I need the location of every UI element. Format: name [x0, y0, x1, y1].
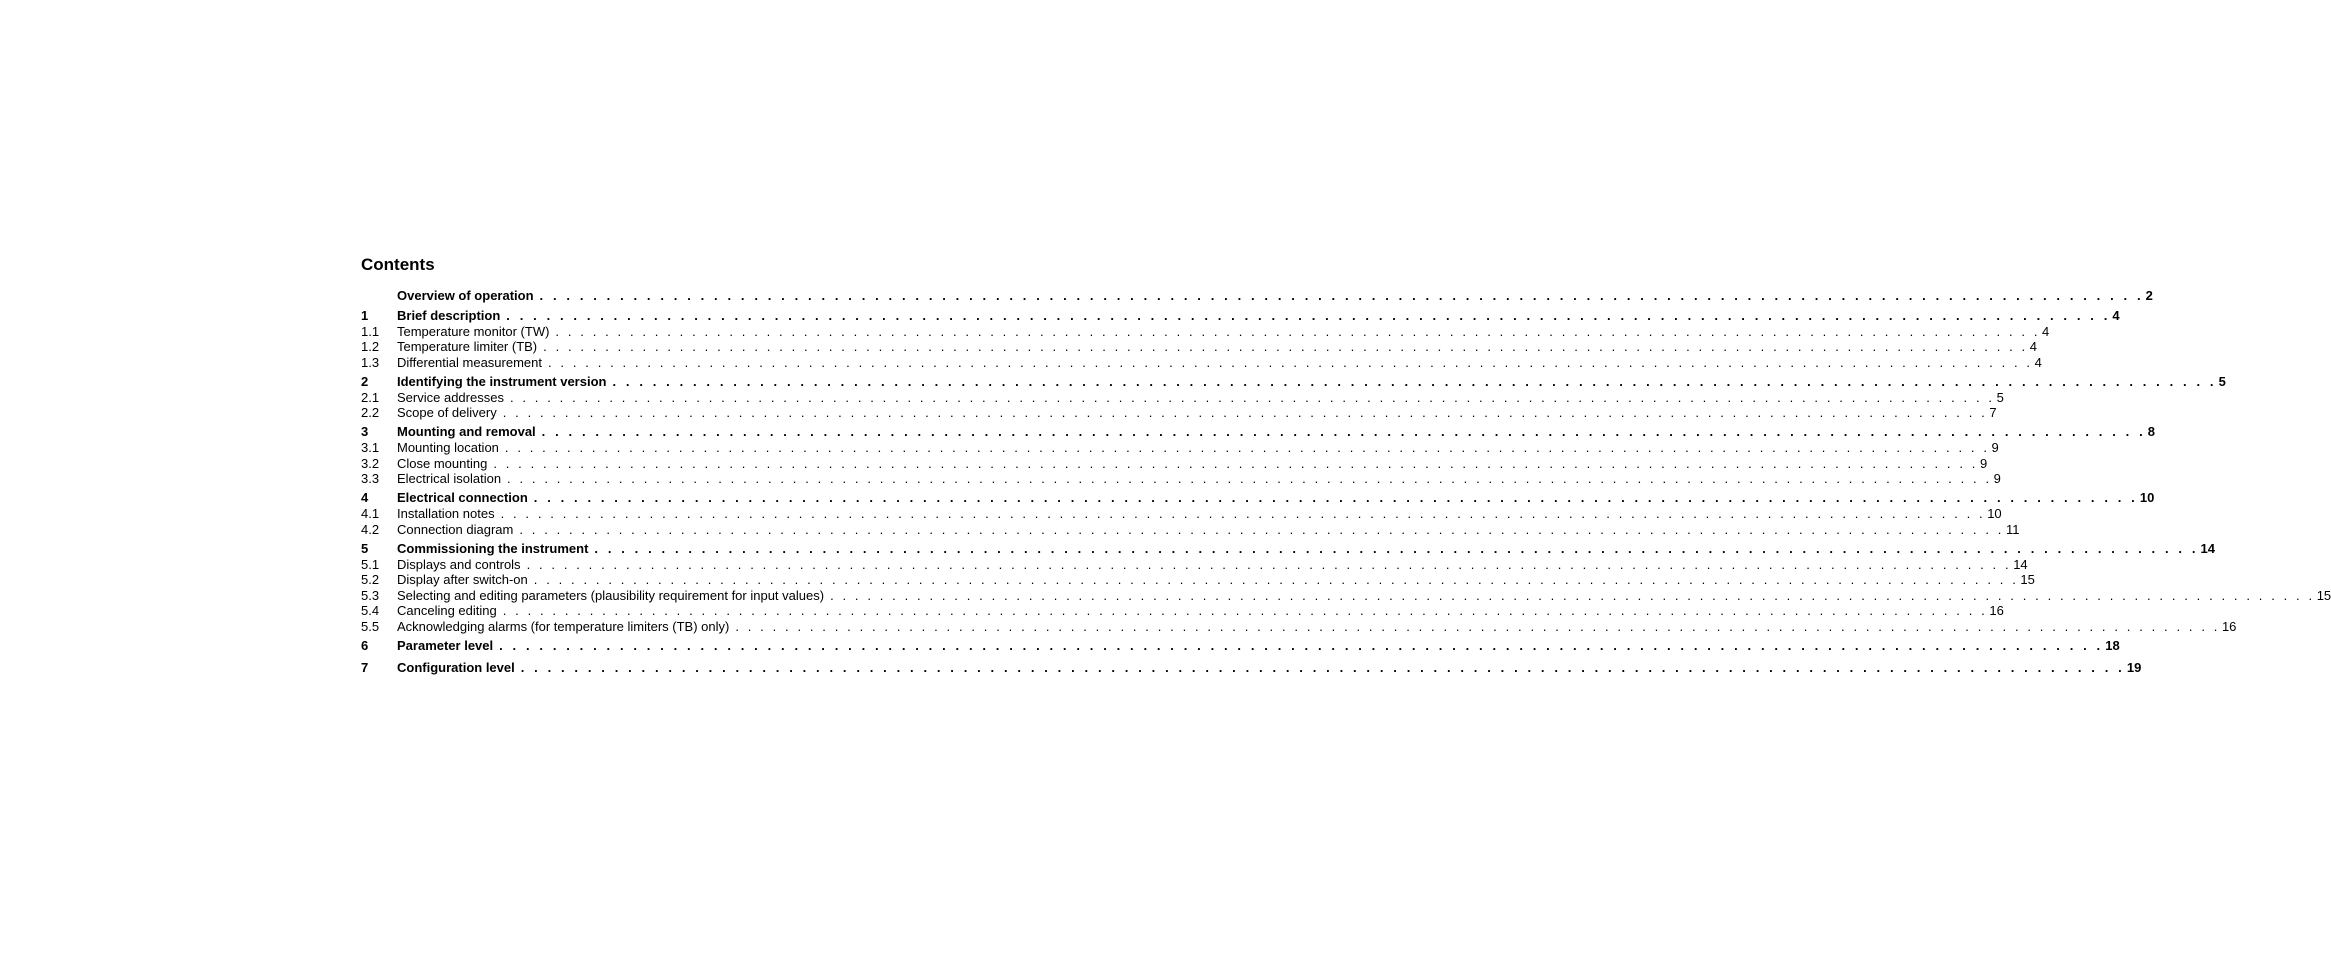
toc-entry[interactable] [361, 490, 2155, 506]
toc-entry-page[interactable]: 4 [2112, 307, 2120, 323]
toc-entry[interactable] [361, 389, 2004, 406]
toc-entry-number: 2.2 [361, 405, 380, 420]
dot-leader: . . . . . . . . . . . . . . . . . . . . . . . . . . . . . . . . . . . . . . . . . . . . . . . . . . . . . . . . . . . . . . . . . . . . . . . . . . . . . . . . . . . . . . . . . . . . . . . . . . . . . . . . . . . . . . . . . . . . . . . . [520, 659, 2125, 675]
toc-list [361, 288, 2331, 676]
toc-entry[interactable] [361, 424, 2156, 440]
toc-entry[interactable] [361, 405, 1997, 421]
dot-leader: . . . . . . . . . . . . . . . . . . . . . . . . . . . . . . . . . . . . . . . . . . . . . . . . . . . . . . . . . . . . . . . . . . . . . . . . . . . . . . . . . . . . . . . . . . . . . . . . . . . . . . . . . . . . . . . . . . . . . . . . [541, 424, 2146, 439]
toc-entry-number: 5.3 [361, 587, 380, 603]
toc-entry-number: 6 [361, 637, 369, 653]
toc-entry[interactable] [361, 659, 2142, 676]
toc-entry-number: 5.1 [361, 556, 380, 572]
toc-entry-number: 4.1 [361, 506, 380, 521]
toc-entry[interactable] [361, 587, 2331, 604]
toc-entry-label[interactable]: Commissioning the instrument [397, 540, 589, 556]
toc-entry[interactable] [361, 307, 2120, 324]
dot-leader: . . . . . . . . . . . . . . . . . . . . . . . . . . . . . . . . . . . . . . . . . . . . . . . . . . . . . . . . . . . . . . . . . . . . . . . . . . . . . . . . . . . . . . . . . . . . . . . . . . . . . . . . . . . . . . . . . . . . . . . . [507, 471, 1992, 486]
toc-entry-page[interactable]: 16 [1989, 603, 2004, 618]
toc-entry-page[interactable]: 9 [1991, 440, 1999, 455]
toc-entry-label[interactable]: Configuration level [397, 659, 515, 675]
toc-entry[interactable] [361, 455, 1988, 472]
table-of-contents [361, 255, 2331, 676]
toc-entry-page[interactable]: 16 [2221, 618, 2237, 634]
toc-entry-number: 1.3 [361, 354, 380, 370]
toc-entry[interactable] [361, 339, 2037, 355]
dot-leader: . . . . . . . . . . . . . . . . . . . . . . . . . . . . . . . . . . . . . . . . . . . . . . . . . . . . . . . . . . . . . . . . . . . . . . . . . . . . . . . . . . . . . . . . . . . . . . . . . . . . . . . . . . . . . . . . . . . . . . . . [500, 506, 1986, 521]
toc-entry[interactable] [361, 618, 2237, 635]
toc-entry-label[interactable]: Mounting and removal [397, 424, 536, 439]
toc-entry-label[interactable]: Temperature monitor (TW) [397, 323, 550, 339]
dot-leader: . . . . . . . . . . . . . . . . . . . . . . . . . . . . . . . . . . . . . . . . . . . . . . . . . . . . . . . . . . . . . . . . . . . . . . . . . . . . . . . . . . . . . . . . . . . . . . . . . . . . . . . . . . . . . . . . . . . . . . . . [506, 307, 2111, 323]
toc-entry-label[interactable]: Selecting and editing parameters (plausibility requirement for input values) [397, 587, 825, 603]
toc-entry-page[interactable]: 2 [2145, 288, 2153, 303]
toc-entry-page[interactable]: 15 [2316, 587, 2331, 603]
toc-entry-page[interactable]: 4 [2042, 323, 2050, 339]
toc-entry-number: 5 [361, 540, 369, 556]
toc-entry[interactable] [361, 506, 2002, 522]
toc-entry-number: 5.5 [361, 618, 380, 634]
toc-entry-label[interactable]: Electrical isolation [397, 471, 502, 486]
toc-entry[interactable] [361, 288, 2153, 304]
dot-leader: . . . . . . . . . . . . . . . . . . . . . . . . . . . . . . . . . . . . . . . . . . . . . . . . . . . . . . . . . . . . . . . . . . . . . . . . . . . . . . . . . . . . . . . . . . . . . . . . . . . . . . . . . . . . . . . . . . . . . . . . [543, 339, 2028, 354]
dot-leader: . . . . . . . . . . . . . . . . . . . . . . . . . . . . . . . . . . . . . . . . . . . . . . . . . . . . . . . . . . . . . . . . . . . . . . . . . . . . . . . . . . . . . . . . . . . . . . . . . . . . . . . . . . . . . . . . . . . . . . . . [509, 389, 1995, 405]
toc-entry-page[interactable]: 10 [1987, 506, 2002, 521]
toc-entry-number: 4.2 [361, 521, 380, 537]
toc-entry-page[interactable]: 11 [2005, 521, 2020, 537]
toc-entry-label[interactable]: Identifying the instrument version [397, 373, 607, 389]
toc-entry[interactable] [361, 637, 2120, 654]
toc-entry[interactable] [361, 540, 2215, 557]
dot-leader: . . . . . . . . . . . . . . . . . . . . . . . . . . . . . . . . . . . . . . . . . . . . . . . . . . . . . . . . . . . . . . . . . . . . . . . . . . . . . . . . . . . . . . . . . . . . . . . . . . . . . . . . . . . . . . . . . . . . . . . . [548, 354, 2033, 370]
toc-entry[interactable] [361, 572, 2035, 588]
dot-leader: . . . . . . . . . . . . . . . . . . . . . . . . . . . . . . . . . . . . . . . . . . . . . . . . . . . . . . . . . . . . . . . . . . . . . . . . . . . . . . . . . . . . . . . . . . . . . . . . . . . . . . . . . . . . . . . . . . . . . . . . [735, 618, 2220, 634]
dot-leader: . . . . . . . . . . . . . . . . . . . . . . . . . . . . . . . . . . . . . . . . . . . . . . . . . . . . . . . . . . . . . . . . . . . . . . . . . . . . . . . . . . . . . . . . . . . . . . . . . . . . . . . . . . . . . . . . . . . . . . . . [594, 540, 2199, 556]
toc-entry-page[interactable]: 9 [1979, 455, 1988, 471]
toc-entry-page[interactable]: 15 [2020, 572, 2035, 587]
toc-entry[interactable] [361, 323, 2050, 340]
toc-entry-page[interactable]: 19 [2126, 659, 2142, 675]
toc-entry-number: 2 [361, 373, 369, 389]
toc-entry-number: 5.4 [361, 603, 380, 618]
toc-entry-number: 1.1 [361, 323, 380, 339]
dot-leader: . . . . . . . . . . . . . . . . . . . . . . . . . . . . . . . . . . . . . . . . . . . . . . . . . . . . . . . . . . . . . . . . . . . . . . . . . . . . . . . . . . . . . . . . . . . . . . . . . . . . . . . . . . . . . . . . . . . . . . . . [539, 288, 2144, 303]
dot-leader: . . . . . . . . . . . . . . . . . . . . . . . . . . . . . . . . . . . . . . . . . . . . . . . . . . . . . . . . . . . . . . . . . . . . . . . . . . . . . . . . . . . . . . . . . . . . . . . . . . . . . . . . . . . . . . . . . . . . . . . . [493, 455, 1978, 471]
toc-entry-label[interactable]: Service addresses [397, 389, 504, 405]
toc-entry[interactable] [361, 556, 2028, 573]
toc-entry-number: 3 [361, 424, 369, 439]
toc-entry-page[interactable]: 5 [2218, 373, 2226, 389]
toc-entry[interactable] [361, 440, 1999, 456]
toc-entry-label[interactable]: Installation notes [397, 506, 495, 521]
dot-leader: . . . . . . . . . . . . . . . . . . . . . . . . . . . . . . . . . . . . . . . . . . . . . . . . . . . . . . . . . . . . . . . . . . . . . . . . . . . . . . . . . . . . . . . . . . . . . . . . . . . . . . . . . . . . . . . . . . . . . . . . [502, 603, 1988, 618]
dot-leader: . . . . . . . . . . . . . . . . . . . . . . . . . . . . . . . . . . . . . . . . . . . . . . . . . . . . . . . . . . . . . . . . . . . . . . . . . . . . . . . . . . . . . . . . . . . . . . . . . . . . . . . . . . . . . . . . . . . . . . . . [504, 440, 1990, 455]
toc-entry-label[interactable]: Scope of delivery [397, 405, 497, 420]
toc-entry[interactable] [361, 521, 2020, 538]
toc-entry-number: 4 [361, 490, 369, 505]
toc-entry-label[interactable]: Canceling editing [397, 603, 497, 618]
toc-entry-label[interactable]: Brief description [397, 307, 501, 323]
toc-entry-page[interactable]: 14 [2200, 540, 2215, 556]
toc-entry-number: 1 [361, 307, 369, 323]
dot-leader: . . . . . . . . . . . . . . . . . . . . . . . . . . . . . . . . . . . . . . . . . . . . . . . . . . . . . . . . . . . . . . . . . . . . . . . . . . . . . . . . . . . . . . . . . . . . . . . . . . . . . . . . . . . . . . . . . . . . . . . . [533, 572, 2019, 587]
toc-entry-page[interactable]: 4 [2034, 354, 2042, 370]
dot-leader: . . . . . . . . . . . . . . . . . . . . . . . . . . . . . . . . . . . . . . . . . . . . . . . . . . . . . . . . . . . . . . . . . . . . . . . . . . . . . . . . . . . . . . . . . . . . . . . . . . . . . . . . . . . . . . . . . . . . . . . . [502, 405, 1988, 420]
toc-entry[interactable] [361, 471, 2001, 487]
dot-leader: . . . . . . . . . . . . . . . . . . . . . . . . . . . . . . . . . . . . . . . . . . . . . . . . . . . . . . . . . . . . . . . . . . . . . . . . . . . . . . . . . . . . . . . . . . . . . . . . . . . . . . . . . . . . . . . . . . . . . . . . [830, 587, 2315, 603]
page-title: Contents [361, 255, 435, 274]
toc-entry-page[interactable]: 14 [2013, 556, 2028, 572]
toc-entry[interactable] [361, 603, 2004, 619]
toc-entry-label[interactable]: Close mounting [397, 455, 488, 471]
dot-leader: . . . . . . . . . . . . . . . . . . . . . . . . . . . . . . . . . . . . . . . . . . . . . . . . . . . . . . . . . . . . . . . . . . . . . . . . . . . . . . . . . . . . . . . . . . . . . . . . . . . . . . . . . . . . . . . . . . . . . . . . [499, 637, 2104, 653]
dot-leader: . . . . . . . . . . . . . . . . . . . . . . . . . . . . . . . . . . . . . . . . . . . . . . . . . . . . . . . . . . . . . . . . . . . . . . . . . . . . . . . . . . . . . . . . . . . . . . . . . . . . . . . . . . . . . . . . . . . . . . . . [526, 556, 2012, 572]
toc-entry-number: 3.1 [361, 440, 380, 455]
toc-entry-label[interactable]: Parameter level [397, 637, 494, 653]
toc-entry-number: 3.2 [361, 455, 380, 471]
dot-leader: . . . . . . . . . . . . . . . . . . . . . . . . . . . . . . . . . . . . . . . . . . . . . . . . . . . . . . . . . . . . . . . . . . . . . . . . . . . . . . . . . . . . . . . . . . . . . . . . . . . . . . . . . . . . . . . . . . . . . . . . [555, 323, 2041, 339]
toc-entry-number: 2.1 [361, 389, 380, 405]
dot-leader: . . . . . . . . . . . . . . . . . . . . . . . . . . . . . . . . . . . . . . . . . . . . . . . . . . . . . . . . . . . . . . . . . . . . . . . . . . . . . . . . . . . . . . . . . . . . . . . . . . . . . . . . . . . . . . . . . . . . . . . . [519, 521, 2004, 537]
toc-entry-label[interactable]: Displays and controls [397, 556, 521, 572]
toc-entry-page[interactable]: 9 [1993, 471, 2001, 486]
dot-leader: . . . . . . . . . . . . . . . . . . . . . . . . . . . . . . . . . . . . . . . . . . . . . . . . . . . . . . . . . . . . . . . . . . . . . . . . . . . . . . . . . . . . . . . . . . . . . . . . . . . . . . . . . . . . . . . . . . . . . . . . [612, 373, 2217, 389]
dot-leader: . . . . . . . . . . . . . . . . . . . . . . . . . . . . . . . . . . . . . . . . . . . . . . . . . . . . . . . . . . . . . . . . . . . . . . . . . . . . . . . . . . . . . . . . . . . . . . . . . . . . . . . . . . . . . . . . . . . . . . . . [533, 490, 2138, 505]
toc-entry-page[interactable]: 4 [2029, 339, 2037, 354]
toc-entry-label[interactable]: Mounting location [397, 440, 499, 455]
toc-entry-page[interactable]: 5 [1996, 389, 2004, 405]
toc-entry-number: 1.2 [361, 339, 380, 354]
toc-entry-label[interactable]: Display after switch-on [397, 572, 528, 587]
toc-entry-page[interactable]: 10 [2139, 490, 2155, 505]
toc-entry-page[interactable]: 18 [2105, 637, 2120, 653]
toc-entry-label[interactable]: Overview of operation [397, 288, 534, 303]
toc-entry-label[interactable]: Acknowledging alarms (for temperature limiters (TB) only) [397, 618, 730, 634]
toc-entry-number: 3.3 [361, 471, 380, 486]
toc-entry-label[interactable]: Electrical connection [397, 490, 528, 505]
toc-entry-label[interactable]: Connection diagram [397, 521, 514, 537]
toc-entry-page[interactable]: 7 [1989, 405, 1997, 420]
toc-entry-number: 5.2 [361, 572, 380, 587]
toc-entry[interactable] [361, 373, 2226, 390]
toc-entry-page[interactable]: 8 [2147, 424, 2156, 439]
toc-entry-label[interactable]: Temperature limiter (TB) [397, 339, 538, 354]
toc-entry-number: 7 [361, 659, 369, 675]
toc-entry-label[interactable]: Differential measurement [397, 354, 542, 370]
toc-entry[interactable] [361, 354, 2042, 371]
